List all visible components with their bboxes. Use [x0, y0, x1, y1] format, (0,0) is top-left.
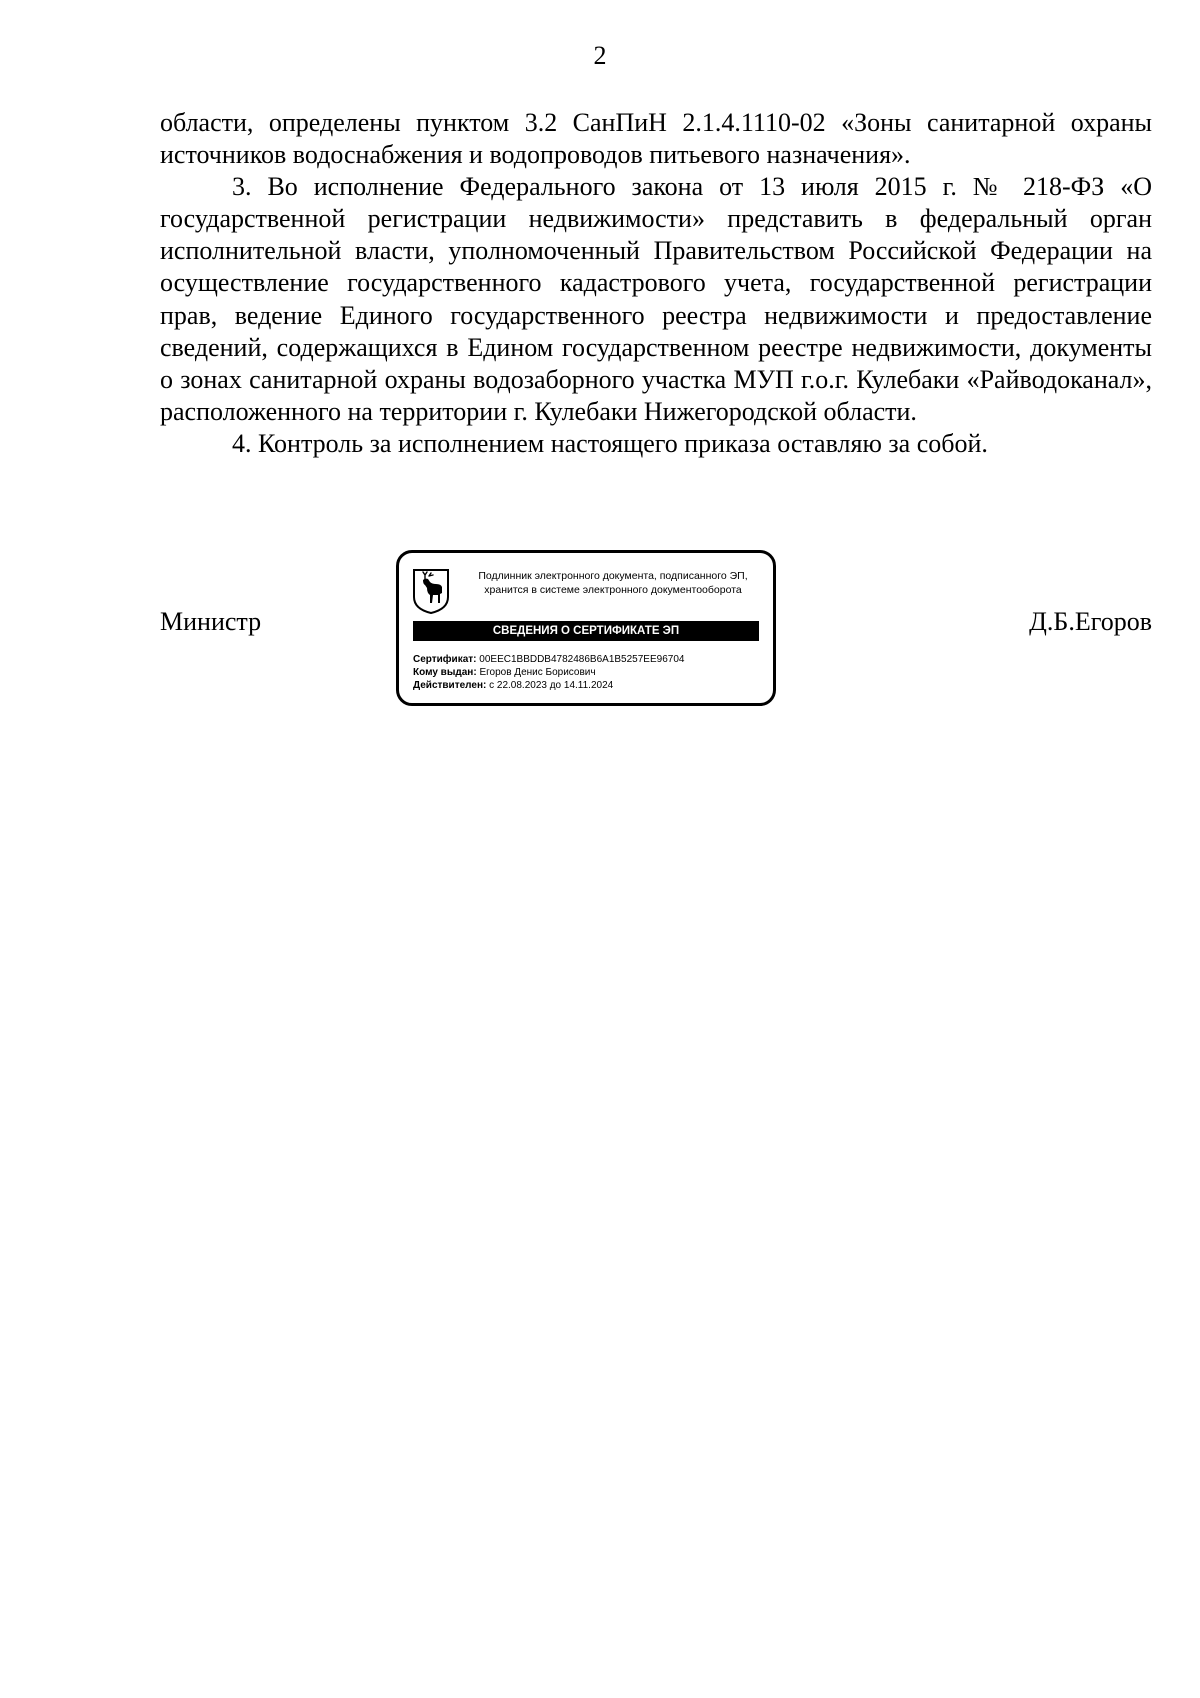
signature-block [160, 550, 1152, 710]
certificate-value: 00EEC1BBDDB4782486B6A1B5257EE96704 [479, 654, 685, 665]
deer-coat-of-arms-icon [411, 567, 451, 615]
stamp-header [455, 569, 771, 597]
stamp-header-line-2: хранится в системе электронного документооборота [484, 584, 742, 596]
certificate-details [413, 653, 763, 692]
issued-to-value: Егоров Денис Борисович [479, 667, 596, 678]
paragraph-item-4: 4. Контроль за исполнением настоящего приказа оставляю за собой. [232, 428, 988, 458]
page-number: 2 [593, 41, 607, 70]
stamp-header-line-1: Подлинник электронного документа, подписанного ЭП, [478, 570, 748, 582]
issued-to-label: Кому выдан: [413, 667, 477, 678]
certificate-label: Сертификат: [413, 654, 477, 665]
validity-label: Действителен: [413, 680, 487, 691]
certificate-info-bar: СВЕДЕНИЯ О СЕРТИФИКАТЕ ЭП [413, 621, 759, 641]
document-body [160, 107, 1152, 460]
validity-value: с 22.08.2023 до 14.11.2024 [489, 680, 614, 691]
validity-row [413, 679, 763, 692]
paragraph-continuation: области, определены пунктом 3.2 СанПиН 2.1.4.1110-02 «Зоны санитарной охраны источников водоснабжения и водопроводов питьевого назначения». [160, 108, 1152, 170]
signer-name: Д.Б.Егоров [1029, 607, 1152, 636]
certificate-row [413, 653, 763, 666]
issued-to-row [413, 666, 763, 679]
paragraph-item-3: 3. Во исполнение Федерального закона от 13 июля 2015 г. № 218-ФЗ «О государственной регистрации недвижимости» представить в федеральный орган исполнительной власти, уполномоченный Правительством Российской Федерации на осуществление государственного кадастрового учета, государственной регистрации прав, ведение Единого государственного реестра недвижимости и предоставление сведений, содержащихся в Едином государственном реестре недвижимости, документы о зонах санитарной охраны водозаборного участка МУП г.о.г. Кулебаки «Райводоканал», расположенного на территории г. Кулебаки Нижегородской области. [160, 172, 1152, 426]
signer-role: Министр [160, 607, 262, 636]
electronic-signature-stamp [396, 550, 776, 706]
